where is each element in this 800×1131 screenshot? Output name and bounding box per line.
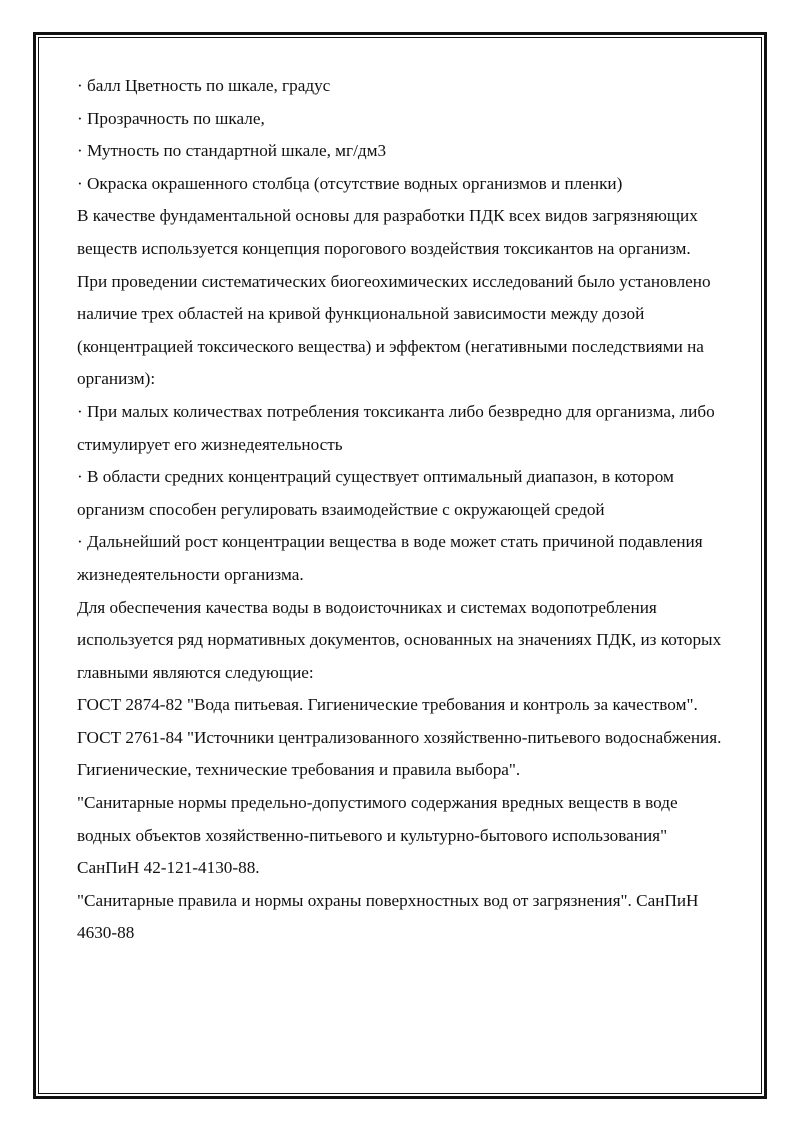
paragraph-research-findings: При проведении систематических биогеохимических исследований было установлено наличие трех областей на кривой функциональной зависимости между дозой (концентрацией токсического вещества) и эффектом (негативными последствиями на организм):	[77, 271, 711, 389]
bullet-color-scale: · балл Цветность по шкале, градус	[77, 76, 331, 95]
paragraph-normative-documents: Для обеспечения качества воды в водоисточниках и системах водопотребления используется ряд нормативных документов, основанных на значениях ПДК, из которых главными являются следующие:	[77, 597, 722, 682]
bullet-turbidity: · Мутность по стандартной шкале, мг/дм3	[77, 141, 387, 161]
bullet-transparency: · Прозрачность по шкале,	[77, 108, 265, 128]
paragraph-pdk-concept: В качестве фундаментальной основы для разработки ПДК всех видов загрязняющих веществ используется концепция порогового воздействия токсикантов на организм.	[77, 206, 698, 258]
bullet-medium-doses: · В области средних концентраций существует оптимальный диапазон, в котором организм способен регулировать взаимодействие с окружающей средой	[77, 467, 674, 519]
document-sanpin-4630: "Санитарные правила и нормы охраны поверхностных вод от загрязнения". СанПиН 4630-88	[77, 890, 699, 943]
document-body	[77, 70, 727, 950]
bullet-high-doses: · Дальнейший рост концентрации вещества в воде может стать причиной подавления жизнедеятельности организма.	[77, 532, 703, 584]
document-sanpin-4130: "Санитарные нормы предельно-допустимого содержания вредных веществ в воде водных объектов хозяйственно-питьевого и культурно-бытового использования" СанПиН 42-121-4130-88.	[77, 793, 678, 878]
bullet-low-doses: · При малых количествах потребления токсиканта либо безвредно для организма, либо стимулирует его жизнедеятельность	[77, 401, 715, 454]
bullet-column-color: · Окраска окрашенного столбца (отсутствие водных организмов и пленки)	[77, 173, 623, 193]
document-gost-2874: ГОСТ 2874-82 "Вода питьевая. Гигиенические требования и контроль за качеством".	[77, 695, 698, 715]
document-gost-2761: ГОСТ 2761-84 "Источники централизованного хозяйственно-питьевого водоснабжения. Гигиенические, технические требования и правила выбора".	[77, 727, 722, 780]
